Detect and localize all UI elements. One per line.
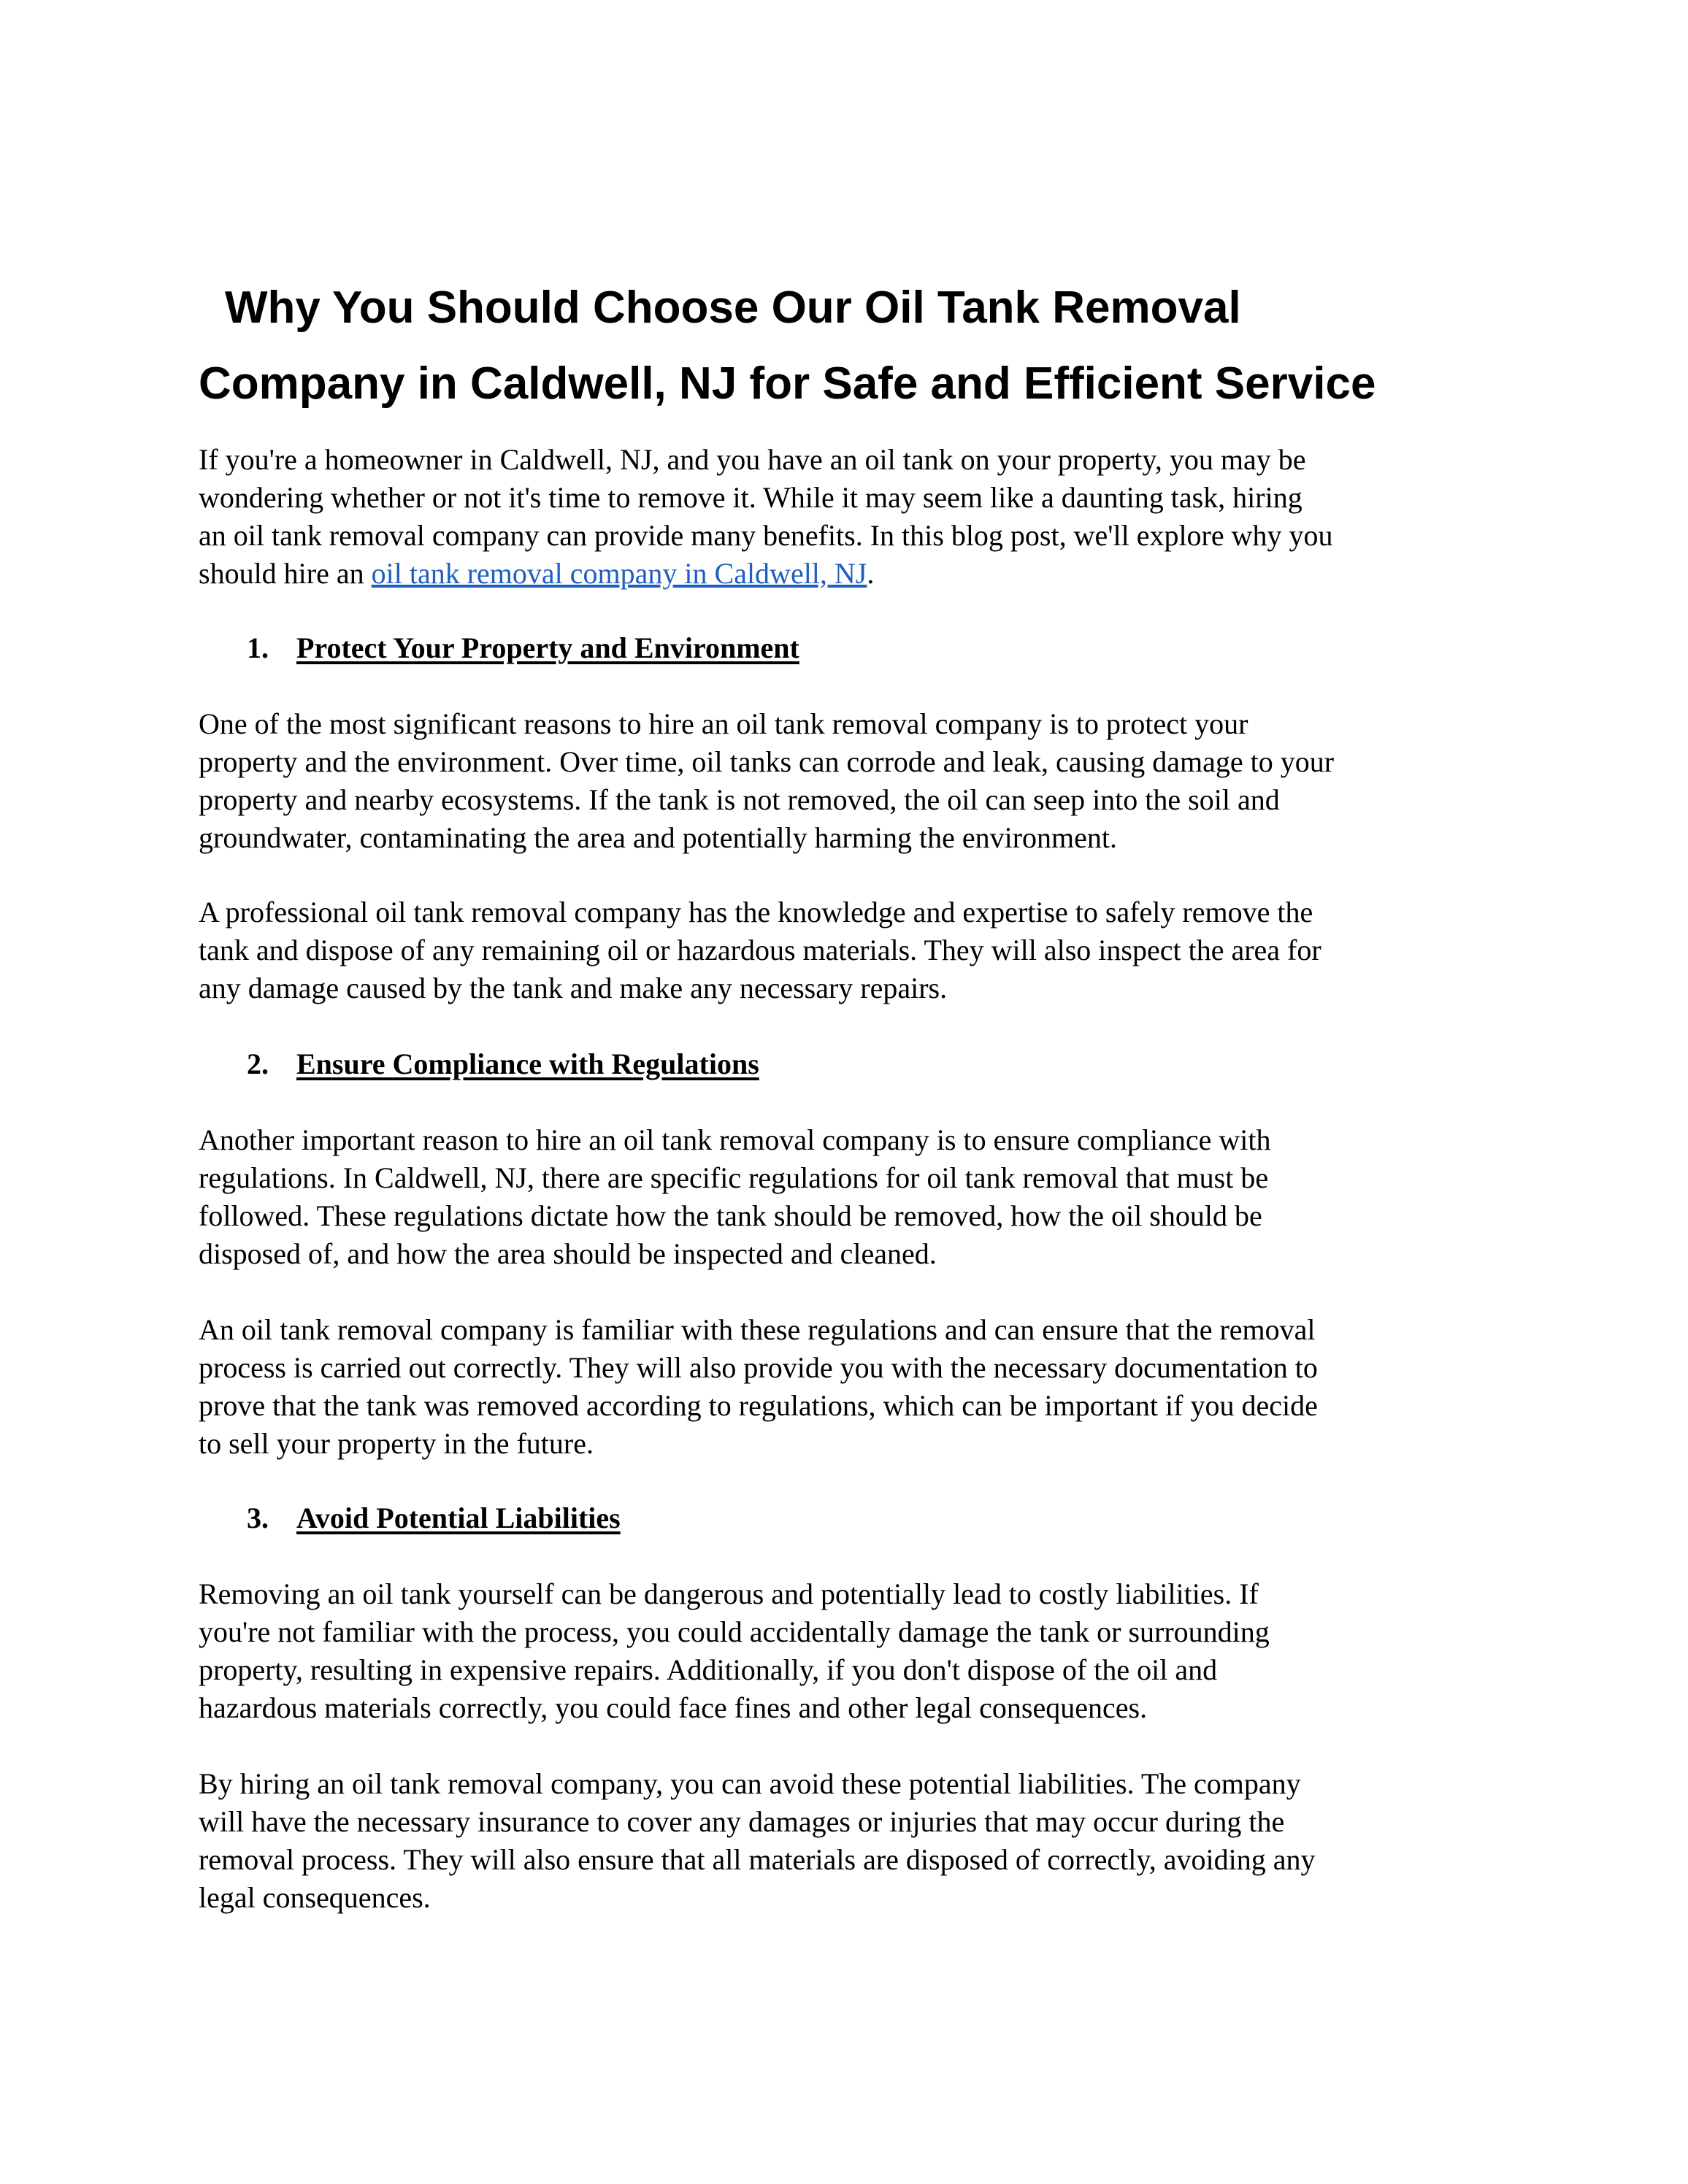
text-line: An oil tank removal company is familiar with these regulations and can ensure that the removal — [199, 1313, 1316, 1346]
text-line: process is carried out correctly. They will also provide you with the necessary documentation to — [199, 1351, 1318, 1384]
section-heading — [247, 1045, 759, 1083]
text-line: to sell your property in the future. — [199, 1427, 594, 1460]
text-fragment: should hire an — [199, 557, 372, 590]
text-line: Removing an oil tank yourself can be dangerous and potentially lead to costly liabilities. If — [199, 1577, 1259, 1610]
text-line: wondering whether or not it's time to remove it. While it may seem like a daunting task, hiring — [199, 481, 1303, 514]
body-paragraph — [199, 705, 1498, 857]
section-heading — [247, 629, 799, 667]
text-line: tank and dispose of any remaining oil or hazardous materials. They will also inspect the area for — [199, 934, 1321, 966]
section-title: Protect Your Property and Environment — [296, 631, 799, 664]
text-line: One of the most significant reasons to hire an oil tank removal company is to protect your — [199, 707, 1248, 740]
section-title: Avoid Potential Liabilities — [296, 1502, 621, 1534]
intro-paragraph — [199, 441, 1498, 593]
text-line: followed. These regulations dictate how the tank should be removed, how the oil should be — [199, 1199, 1262, 1232]
body-paragraph — [199, 1765, 1498, 1917]
oil-tank-removal-link[interactable]: oil tank removal company in Caldwell, NJ — [371, 557, 867, 590]
text-line: By hiring an oil tank removal company, you can avoid these potential liabilities. The company — [199, 1767, 1301, 1800]
section-number: 2. — [247, 1047, 269, 1080]
body-paragraph — [199, 1121, 1498, 1273]
body-paragraph — [199, 1575, 1498, 1727]
text-line: Another important reason to hire an oil tank removal company is to ensure compliance with — [199, 1123, 1271, 1156]
text-fragment: . — [867, 557, 875, 590]
body-paragraph — [199, 893, 1498, 1007]
text-line: disposed of, and how the area should be inspected and cleaned. — [199, 1237, 937, 1270]
text-line: A professional oil tank removal company has the knowledge and expertise to safely remove the — [199, 896, 1313, 928]
title-line: Company in Caldwell, NJ for Safe and Efficient Service — [199, 358, 1376, 409]
title-line: Why You Should Choose Our Oil Tank Removal — [225, 282, 1241, 333]
text-line: will have the necessary insurance to cover any damages or injuries that may occur during the — [199, 1805, 1285, 1838]
text-line: groundwater, contaminating the area and potentially harming the environment. — [199, 821, 1117, 854]
section-heading — [247, 1499, 621, 1537]
document-title — [199, 270, 1513, 422]
text-line: hazardous materials correctly, you could face fines and other legal consequences. — [199, 1691, 1148, 1724]
text-line: prove that the tank was removed according to regulations, which can be important if you decide — [199, 1389, 1318, 1422]
section-number: 1. — [247, 631, 269, 664]
text-line: regulations. In Caldwell, NJ, there are specific regulations for oil tank removal that must be — [199, 1161, 1269, 1194]
text-line — [199, 555, 1498, 593]
body-paragraph — [199, 1311, 1498, 1463]
text-line: If you're a homeowner in Caldwell, NJ, and you have an oil tank on your property, you may be — [199, 443, 1306, 476]
text-line: removal process. They will also ensure that all materials are disposed of correctly, avoiding any — [199, 1843, 1316, 1876]
text-line: any damage caused by the tank and make any necessary repairs. — [199, 972, 948, 1004]
text-line: property and the environment. Over time, oil tanks can corrode and leak, causing damage to your — [199, 745, 1335, 778]
text-line: you're not familiar with the process, you could accidentally damage the tank or surrounding — [199, 1615, 1270, 1648]
text-line: property and nearby ecosystems. If the tank is not removed, the oil can seep into the soil and — [199, 783, 1280, 816]
section-number: 3. — [247, 1502, 269, 1534]
section-title: Ensure Compliance with Regulations — [296, 1047, 759, 1080]
text-line: property, resulting in expensive repairs. Additionally, if you don't dispose of the oil and — [199, 1653, 1218, 1686]
text-line: legal consequences. — [199, 1881, 431, 1914]
text-line: an oil tank removal company can provide many benefits. In this blog post, we'll explore why you — [199, 519, 1333, 552]
